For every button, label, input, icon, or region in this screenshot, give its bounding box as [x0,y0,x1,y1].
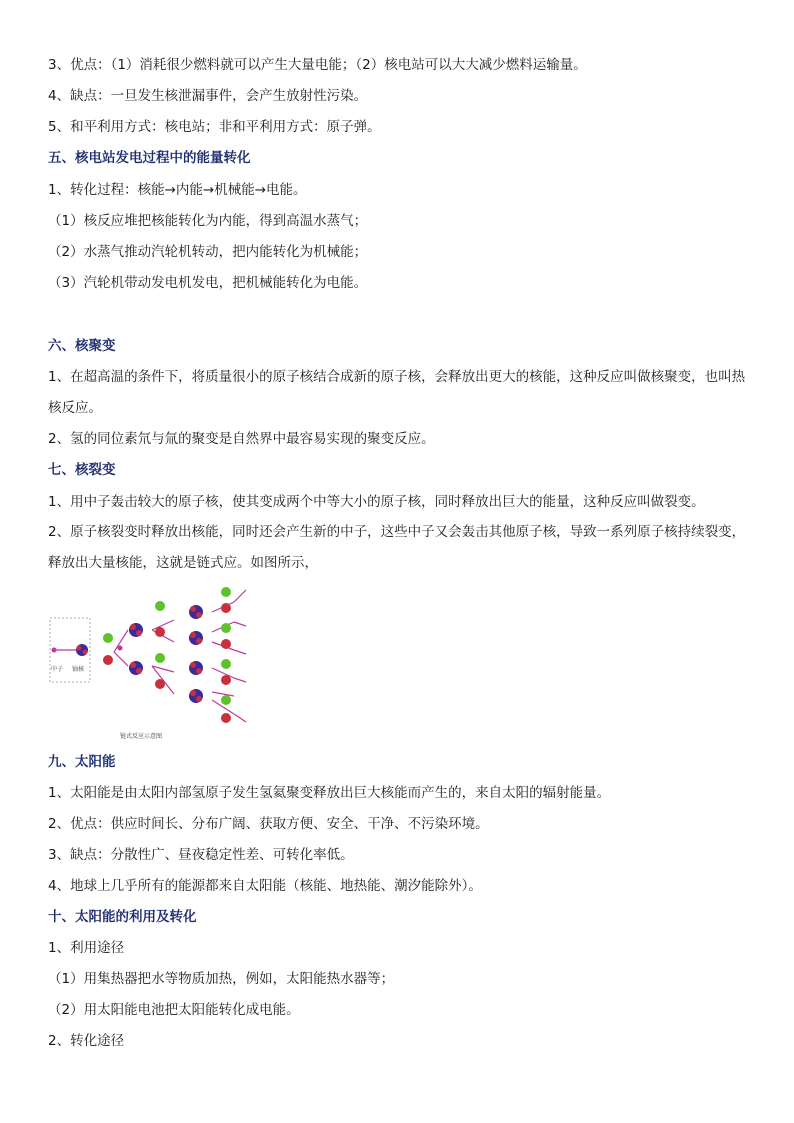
fusion-definition: 1、在超高温的条件下，将质量很小的原子核结合成新的原子核，会释放出更大的核能，这种反应叫做核聚变，也叫热核反应。 [48,369,746,416]
section-10-heading: 十、太阳能的利用及转化 [48,909,197,925]
conversion-process-line: 1、转化过程：核能→内能→机械能→电能。 [48,182,307,198]
section-9-heading: 九、太阳能 [48,754,116,770]
solar-disadvantages: 3、缺点：分散性广、昼夜稳定性差、可转化率低。 [48,847,354,863]
disadvantages-line: 4、缺点：一旦发生核泄漏事件，会产生放射性污染。 [48,88,368,104]
fission-definition: 1、用中子轰击较大的原子核，使其变成两个中等大小的原子核，同时释放出巨大的能量，这种反应叫做裂变。 [48,494,705,510]
neutron-label: 中子 [51,666,64,673]
conversion-paths-title: 2、转化途径 [48,1033,125,1049]
solar-definition: 1、太阳能是由太阳内部氢原子发生氢氦聚变释放出巨大核能而产生的，来自太阳的辐射能量。 [48,785,611,801]
figure-caption: 链式反应示意图 [120,733,163,740]
usage-line: 5、和平利用方式：核电站；非和平利用方式：原子弹。 [48,119,381,135]
section-6-heading: 六、核聚变 [48,338,116,354]
chain-reaction-text: 2、原子核裂变时释放出核能，同时还会产生新的中子，这些中子又会轰击其他原子核，导致一系列原子核持续裂变，释放出大量核能，这就是链式应。如图所示， [48,524,746,571]
chain-reaction-figure [48,582,258,744]
usage-path-2: （2）用太阳能电池把太阳能转化成电能。 [48,1002,300,1018]
chain-reaction-diagram [48,582,258,744]
conversion-step-2: （2）水蒸气推动汽轮机转动，把内能转化为机械能； [48,244,368,260]
section-7-heading: 七、核裂变 [48,462,116,478]
usage-path-1: （1）用集热器把水等物质加热，例如，太阳能热水器等； [48,971,395,987]
conversion-step-1: （1）核反应堆把核能转化为内能，得到高温水蒸气； [48,213,368,229]
usage-paths-title: 1、利用途径 [48,940,125,956]
advantages-line: 3、优点：（1）消耗很少燃料就可以产生大量电能；（2）核电站可以大大减少燃料运输量。 [48,57,587,73]
solar-advantages: 2、优点：供应时间长、分布广阔、获取方便、安全、干净、不污染环境。 [48,816,489,832]
fusion-example: 2、氢的同位素氘与氚的聚变是自然界中最容易实现的聚变反应。 [48,431,435,447]
uranium-label: 铀核 [72,666,85,673]
solar-source-line: 4、地球上几乎所有的能源都来自太阳能（核能、地热能、潮汐能除外）。 [48,878,482,894]
conversion-step-3: （3）汽轮机带动发电机发电，把机械能转化为电能。 [48,275,368,291]
section-5-heading: 五、核电站发电过程中的能量转化 [48,150,251,166]
